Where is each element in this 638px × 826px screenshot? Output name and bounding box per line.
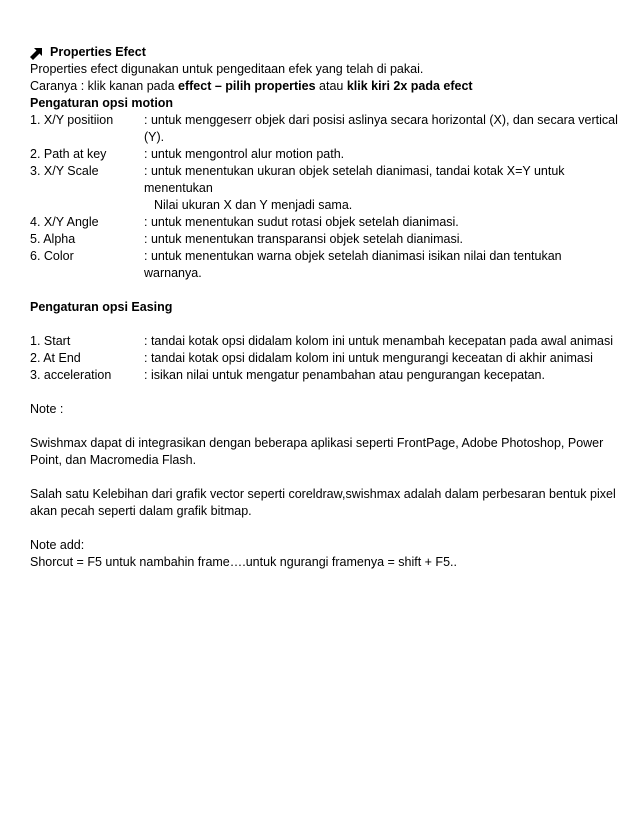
easing-heading: Pengaturan opsi Easing — [30, 300, 173, 314]
note-label: Note : — [30, 402, 64, 416]
easing-item-desc: : tandai kotak opsi didalam kolom ini untuk mengurangi keceatan di akhir animasi — [144, 351, 593, 365]
motion-item-desc: : untuk menentukan warna objek setelah dianimasi isikan nilai dan tentukan warnanya. — [144, 249, 562, 280]
spacer — [30, 282, 620, 299]
spacer — [30, 316, 620, 333]
motion-item — [30, 214, 620, 231]
note-paragraph: Salah satu Kelebihan dari grafik vector seperti coreldraw,swishmax adalah dalam perbesaran bentuk pixel akan pecah seperti dalam grafik bitmap. — [30, 487, 616, 518]
properties-heading: Properties Efect — [50, 45, 146, 59]
motion-item — [30, 112, 620, 146]
motion-item-label: 3. X/Y Scale — [30, 164, 99, 178]
easing-item-label: 3. acceleration — [30, 368, 112, 382]
properties-caranya: Caranya : klik kanan pada effect – pilih properties atau klik kiri 2x pada efect — [30, 79, 473, 93]
motion-item-desc-continuation: Nilai ukuran X dan Y menjadi sama. — [154, 198, 353, 212]
spacer — [30, 520, 620, 537]
motion-item-desc: : untuk menggeserr objek dari posisi aslinya secara horizontal (X), dan secara vertical (Y). — [144, 113, 618, 144]
properties-intro: Properties efect digunakan untuk pengeditaan efek yang telah di pakai. — [30, 62, 424, 76]
properties-heading-row — [30, 44, 620, 61]
motion-item — [30, 231, 620, 248]
document-page — [30, 44, 620, 571]
easing-item — [30, 367, 620, 384]
spacer — [30, 384, 620, 401]
easing-item — [30, 350, 620, 367]
motion-item-desc: : untuk menentukan sudut rotasi objek setelah dianimasi. — [144, 215, 459, 229]
shortcut-text: Shorcut = F5 untuk nambahin frame….untuk ngurangi framenya = shift + F5.. — [30, 555, 457, 569]
motion-item — [30, 163, 620, 197]
note-add-label: Note add: — [30, 538, 85, 552]
motion-item-label: 5. Alpha — [30, 232, 76, 246]
motion-item-label: 2. Path at key — [30, 147, 107, 161]
easing-item-label: 1. Start — [30, 334, 71, 348]
motion-item — [30, 248, 620, 282]
motion-item-desc: : untuk menentukan transparansi objek setelah dianimasi. — [144, 232, 463, 246]
motion-item-label: 1. X/Y positiion — [30, 113, 114, 127]
motion-item — [30, 146, 620, 163]
motion-item-label: 4. X/Y Angle — [30, 215, 99, 229]
motion-item-desc: : untuk menentukan ukuran objek setelah dianimasi, tandai kotak X=Y untuk menentukan — [144, 164, 565, 195]
motion-item-desc: : untuk mengontrol alur motion path. — [144, 147, 345, 161]
note-paragraph: Swishmax dapat di integrasikan dengan beberapa aplikasi seperti FrontPage, Adobe Photoshop, Power Point, dan Macromedia Flash. — [30, 436, 604, 467]
spacer — [30, 469, 620, 486]
easing-item-label: 2. At End — [30, 351, 81, 365]
easing-item-desc: : tandai kotak opsi didalam kolom ini untuk menambah kecepatan pada awal animasi — [144, 334, 614, 348]
spacer — [30, 418, 620, 435]
motion-item-label: 6. Color — [30, 249, 74, 263]
easing-item-desc: : isikan nilai untuk mengatur penambahan atau pengurangan kecepatan. — [144, 368, 545, 382]
motion-heading: Pengaturan opsi motion — [30, 96, 174, 110]
arrow-up-right-icon — [30, 48, 42, 60]
easing-item — [30, 333, 620, 350]
